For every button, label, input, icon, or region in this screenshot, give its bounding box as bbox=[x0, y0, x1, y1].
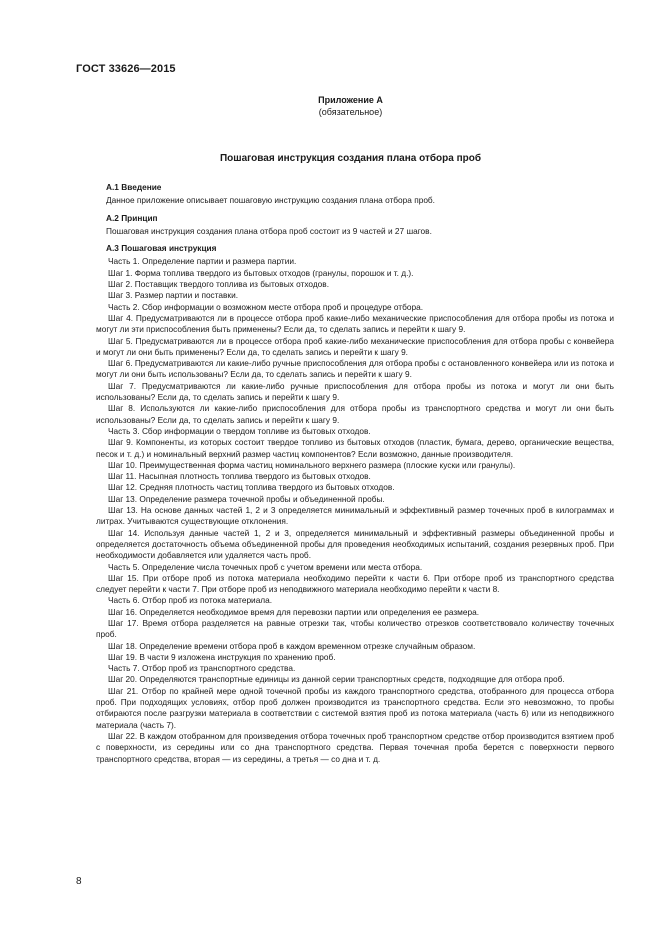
step-line: Шаг 8. Используются ли какие-либо приспособления для отбора пробы из транспортного средства и могут ли они быть использованы? Если да, то сделать запись и перейти к шагу 9. bbox=[96, 403, 614, 425]
step-line: Шаг 12. Средняя плотность частиц топлива твердого из бытовых отходов. bbox=[108, 482, 395, 493]
step-line: Шаг 13. На основе данных частей 1, 2 и 3 определяется минимальный и эффективный размер точечных проб в килограммах и литрах. Учитываются существующие отклонения. bbox=[96, 505, 614, 527]
annex-title: Приложение А bbox=[318, 95, 383, 105]
step-line: Шаг 19. В части 9 изложена инструкция по хранению проб. bbox=[108, 651, 336, 662]
step-line: Шаг 5. Предусматриваются ли в процессе отбора проб какие-либо механические приспособления для отбора пробы с конвейера и могут ли они быть применены? Если да, то сделать запись и перейти к шагу 9. bbox=[96, 335, 614, 357]
step-line: Шаг 6. Предусматриваются ли какие-либо ручные приспособления для отбора пробы с остановленного конвейера или из потока и могут ли они быть использованы? Если да, то сделать запись и перейти к шагу 9. bbox=[96, 358, 614, 380]
step-line: Шаг 4. Предусматриваются ли в процессе отбора проб какие-либо механические приспособления для отбора пробы из потока и могут ли эти приспособления быть применены? Если да, то сделать запись и перейти к шагу 9. bbox=[96, 312, 614, 335]
step-line: Шаг 11. Насыпная плотность топлива твердого из бытовых отходов. bbox=[108, 471, 371, 482]
section-heading-instruction: А.3 Пошаговая инструкция bbox=[106, 243, 217, 254]
steps-list bbox=[96, 256, 614, 764]
section-heading-principle: А.2 Принцип bbox=[106, 212, 158, 223]
part-line: Часть 7. Отбор проб из транспортного средства. bbox=[108, 663, 296, 674]
annex-header bbox=[0, 94, 661, 118]
step-line: Шаг 2. Поставщик твердого топлива из бытовых отходов. bbox=[108, 279, 330, 290]
part-line: Часть 6. Отбор проб из потока материала. bbox=[108, 595, 273, 606]
part-line: Часть 5. Определение числа точечных проб с учетом времени или места отбора. bbox=[108, 561, 423, 572]
standard-code: ГОСТ 33626—2015 bbox=[76, 63, 176, 75]
page-number: 8 bbox=[76, 876, 82, 887]
document-body bbox=[96, 182, 614, 765]
step-line: Шаг 15. При отборе проб из потока материала необходимо перейти к части 6. При отборе проб из транспортного средства следует перейти к части 7. При отборе проб из неподвижного материала необходимо перейти к части 8. bbox=[96, 572, 614, 595]
step-line: Шаг 10. Преимущественная форма частиц номинального верхнего размера (плоские куски или гранулы). bbox=[108, 459, 516, 470]
step-line: Шаг 22. В каждом отобранном для произведения отбора точечных проб транспортном средстве отбор производится взятием проб с поверхности, из середины или со дна транспортного средства. Первая точечная проба берется с поверхности первого транспортного средства, вторая — из середины, а третья — со дна и т. д. bbox=[96, 730, 614, 764]
step-line: Шаг 3. Размер партии и поставки. bbox=[108, 290, 239, 301]
step-line: Шаг 20. Определяются транспортные единицы из данной серии транспортных средств, подходящие для отбора проб. bbox=[108, 674, 565, 685]
step-line: Шаг 7. Предусматриваются ли какие-либо ручные приспособления для отбора пробы из потока и могут ли они быть использованы? Если да, то сделать запись и перейти к шагу 9. bbox=[96, 380, 614, 403]
section-text-introduction: Данное приложение описывает пошаговую инструкцию создания плана отбора проб. bbox=[106, 195, 435, 206]
part-line: Часть 3. Сбор информации о твердом топливе из бытовых отходов. bbox=[108, 425, 371, 436]
part-line: Часть 1. Определение партии и размера партии. bbox=[108, 256, 297, 267]
part-line: Часть 2. Сбор информации о возможном месте отбора проб и процедуре отбора. bbox=[108, 301, 423, 312]
section-heading-introduction: А.1 Введение bbox=[106, 182, 162, 192]
step-line: Шаг 1. Форма топлива твердого из бытовых отходов (гранулы, порошок и т. д.). bbox=[108, 267, 414, 278]
step-line: Шаг 18. Определение времени отбора проб в каждом временном отрезке случайным образом. bbox=[108, 640, 476, 651]
step-line: Шаг 17. Время отбора разделяется на равные отрезки так, чтобы количество отрезков соответствовало количеству точечных проб. bbox=[96, 617, 614, 640]
step-line: Шаг 21. Отбор по крайней мере одной точечной пробы из каждого транспортного средства, отобранного для процесса отбора проб. При подходящих условиях, отбор проб должен производится из транспортного средства. Если это невозможно, то пробы отбираются после разгрузки материала в соответствии с системой взятия проб из потока материала (часть 6) или из неподвижного материала (часть 7). bbox=[96, 685, 614, 730]
section-text-principle: Пошаговая инструкция создания плана отбора проб состоит из 9 частей и 27 шагов. bbox=[106, 225, 432, 236]
document-title: Пошаговая инструкция создания плана отбора проб bbox=[219, 153, 482, 164]
step-line: Шаг 14. Используя данные частей 1, 2 и 3, определяется минимальный и эффективный размеры объединенной пробы и определяется достаточность объема объединенной пробы для проведения необходимых испытаний, создания резервных проб. При необходимости добавляется или удаляется часть проб. bbox=[96, 527, 614, 561]
step-line: Шаг 16. Определяется необходимое время для перевозки партии или определения ее размера. bbox=[108, 606, 479, 617]
step-line: Шаг 9. Компоненты, из которых состоит твердое топливо из бытовых отходов (пластик, бумага, дерево, органические вещества, песок и т. д.) и номинальный верхний размер частиц компонентов? Если возможно, данные производителя. bbox=[96, 437, 614, 459]
annex-status: (обязательное) bbox=[318, 107, 383, 117]
step-line: Шаг 13. Определение размера точечной пробы и объединенной пробы. bbox=[108, 493, 385, 504]
